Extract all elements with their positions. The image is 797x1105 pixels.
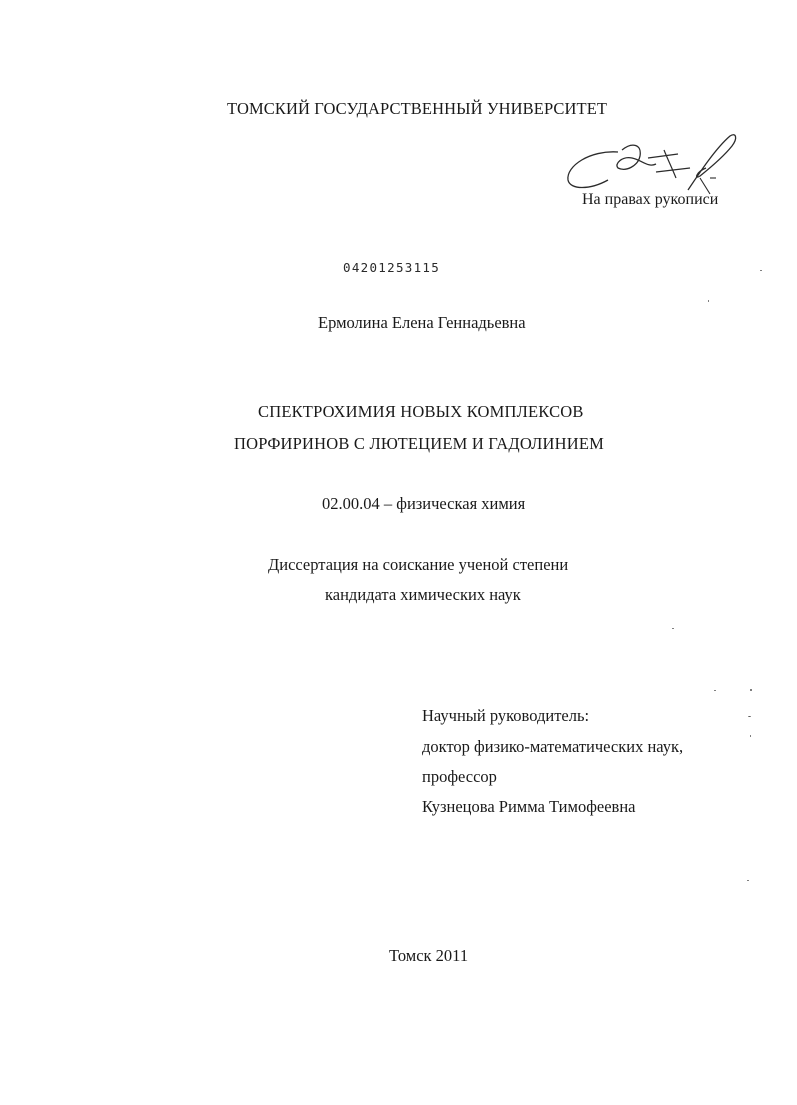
city-year: Томск 2011 — [389, 946, 469, 965]
author-name: Ермолина Елена Геннадьевна — [318, 313, 526, 332]
scan-speck — [748, 716, 751, 717]
supervisor-rank: доктор физико-математических наук, — [422, 737, 684, 756]
registry-number: 04201253115 — [343, 260, 441, 275]
scan-speck — [672, 628, 674, 629]
supervisor-title: профессор — [422, 767, 497, 786]
university-name: ТОМСКИЙ ГОСУДАРСТВЕННЫЙ УНИВЕРСИТЕТ — [227, 99, 608, 118]
degree-line-2: кандидата химических наук — [325, 585, 521, 604]
scan-speck — [750, 689, 752, 691]
scan-speck — [708, 300, 709, 302]
scan-speck — [760, 270, 762, 271]
dissertation-title-line-1: СПЕКТРОХИМИЯ НОВЫХ КОМПЛЕКСОВ — [258, 402, 584, 421]
dissertation-title-line-2: ПОРФИРИНОВ С ЛЮТЕЦИЕМ И ГАДОЛИНИЕМ — [234, 434, 605, 453]
supervisor-label: Научный руководитель: — [422, 706, 590, 725]
degree-line-1: Диссертация на соискание ученой степени — [268, 555, 569, 574]
specialty-code: 02.00.04 – физическая химия — [322, 494, 526, 513]
supervisor-name: Кузнецова Римма Тимофеевна — [422, 797, 636, 816]
scan-speck — [747, 880, 749, 881]
scan-speck — [750, 735, 751, 737]
scan-speck — [714, 690, 716, 691]
manuscript-rights-label: На правах рукописи — [582, 191, 719, 208]
